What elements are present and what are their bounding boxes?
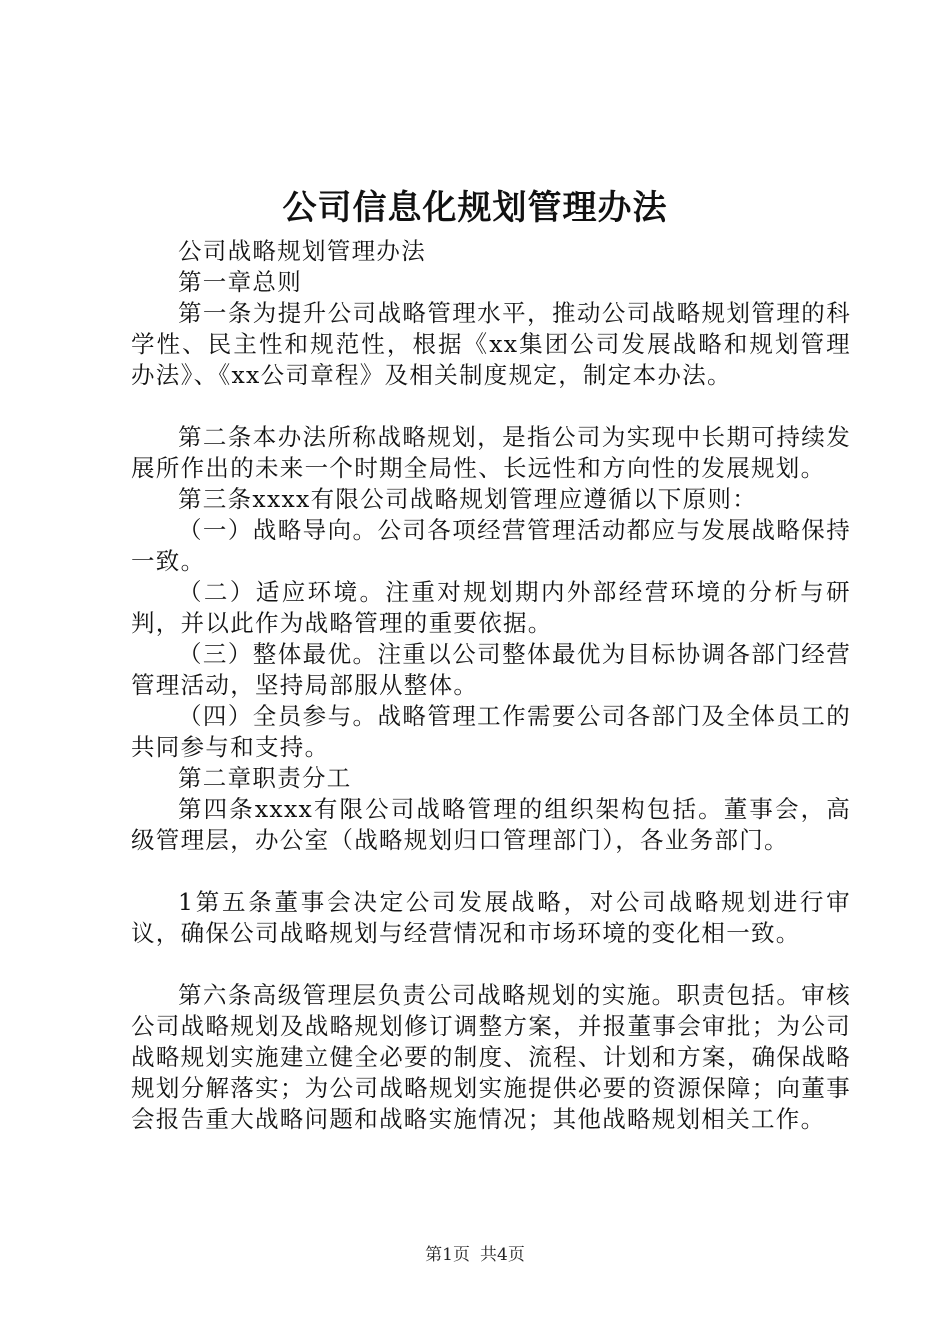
page-footer — [0, 1243, 950, 1267]
document-title: 公司信息化规划管理办法 — [282, 188, 668, 228]
article-2: 第二条本办法所称战略规划，是指公司为实现中长期可持续发展所作出的未来一个时期全局性、长远性和方向性的发展规划。 — [131, 423, 851, 482]
article-4: 第四条xxxx有限公司战略管理的组织架构包括。董事会，高级管理层，办公室（战略规划归口管理部门），各业务部门。 — [131, 795, 851, 854]
chapter-heading-2: 第二章职责分工 — [178, 764, 352, 792]
article-5: 1第五条董事会决定公司发展战略，对公司战略规划进行审议，确保公司战略规划与经营情况和市场环境的变化相一致。 — [131, 888, 851, 947]
chapter-heading-1: 第一章总则 — [178, 268, 302, 296]
page-number: 第1页 — [425, 1245, 470, 1265]
paragraph-spacer — [131, 391, 851, 422]
principle-1: （一）战略导向。公司各项经营管理活动都应与发展战略保持一致。 — [131, 516, 851, 575]
principle-3: （三）整体最优。注重以公司整体最优为目标协调各部门经营管理活动，坚持局部服从整体。 — [131, 640, 851, 699]
principle-4: （四）全员参与。战略管理工作需要公司各部门及全体员工的共同参与和支持。 — [131, 702, 851, 761]
article-3: 第三条xxxx有限公司战略规划管理应遵循以下原则： — [178, 485, 758, 513]
paragraph-spacer — [131, 949, 851, 980]
document-body — [131, 236, 851, 1135]
article-1: 第一条为提升公司战略管理水平，推动公司战略规划管理的科学性、民主性和规范性，根据《xx集团公司发展战略和规划管理办法》、《xx公司章程》及相关制度规定，制定本办法。 — [131, 299, 851, 389]
article-6: 第六条高级管理层负责公司战略规划的实施。职责包括。审核公司战略规划及战略规划修订调整方案，并报董事会审批；为公司战略规划实施建立健全必要的制度、流程、计划和方案，确保战略规划分解落实；为公司战略规划实施提供必要的资源保障；向董事会报告重大战略问题和战略实施情况；其他战略规划相关工作。 — [131, 981, 851, 1133]
paragraph-spacer — [131, 856, 851, 887]
principle-2: （二）适应环境。注重对规划期内外部经营环境的分析与研判，并以此作为战略管理的重要依据。 — [131, 578, 851, 637]
paragraph-subtitle: 公司战略规划管理办法 — [178, 237, 426, 265]
page-total: 共4页 — [480, 1245, 525, 1265]
